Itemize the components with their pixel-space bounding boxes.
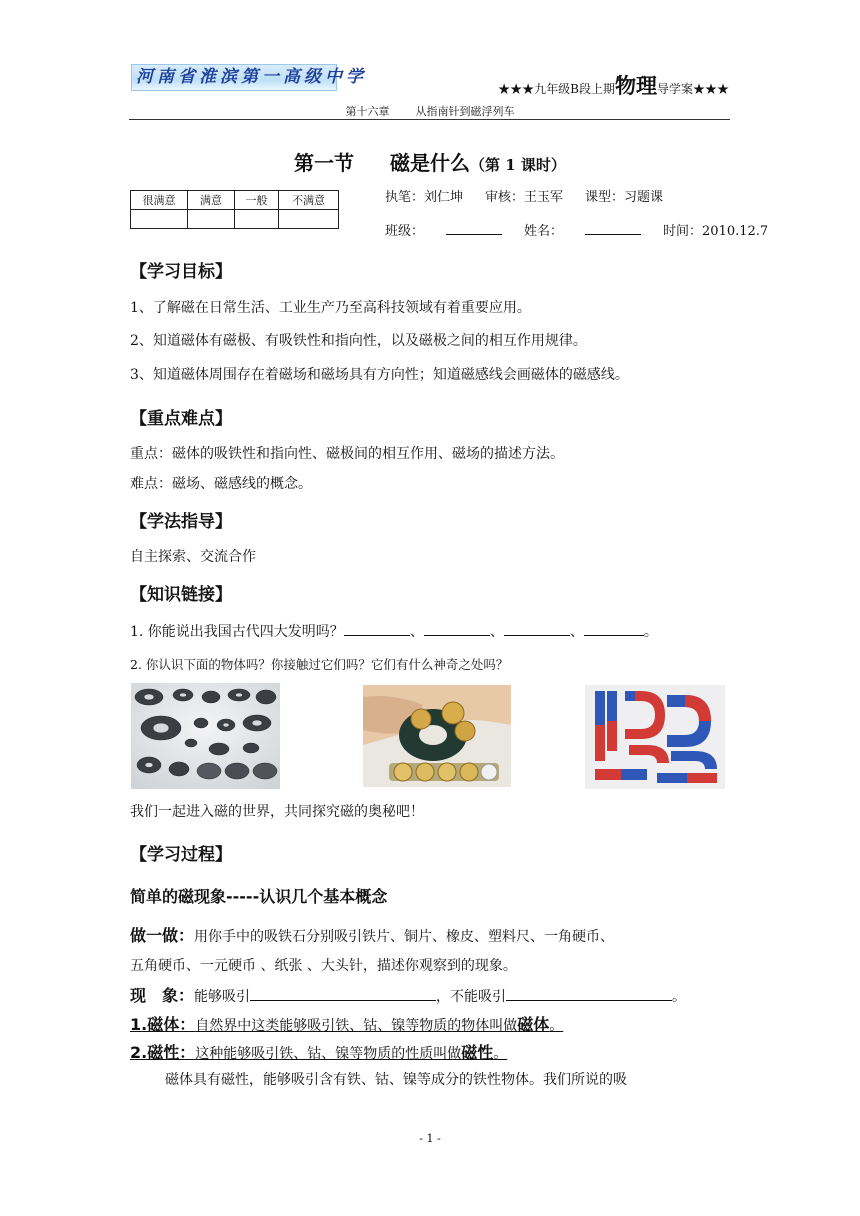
definition-magnet: 1.磁体：自然界中这类能够吸引铁、钴、镍等物质的物体叫做磁体。 — [130, 1015, 564, 1034]
ring-magnets-image — [131, 683, 280, 789]
horseshoe-magnets-image — [585, 685, 725, 789]
def1-term: 磁体 — [517, 1015, 550, 1034]
do-it-line — [130, 923, 614, 946]
phenomenon-label: 现 象： — [130, 986, 195, 1005]
meta-author: 执笔：刘仁坤 — [385, 190, 464, 205]
header-subject-line — [498, 70, 729, 100]
meta-reviewer: 审核：王玉军 — [485, 190, 564, 205]
links-closing: 我们一起进入磁的世界，共同探究磁的奥秘吧！ — [130, 804, 424, 820]
process-heading: 【学习过程】 — [130, 845, 232, 865]
answer-blank[interactable] — [344, 621, 410, 636]
rating-check-row — [131, 210, 339, 229]
rating-table — [130, 190, 339, 229]
title-period: （第 1 课时） — [470, 156, 566, 174]
can-attract-blank[interactable] — [250, 986, 436, 1001]
meta-row-2 — [385, 220, 768, 239]
answer-blank[interactable] — [424, 621, 490, 636]
page-title — [0, 147, 860, 176]
title-section: 第一节 — [294, 151, 355, 175]
header-divider — [129, 119, 730, 120]
answer-blank[interactable] — [504, 621, 570, 636]
rating-cell[interactable] — [235, 210, 279, 229]
key-point: 重点：磁体的吸铁性和指向性、磁极间的相互作用、磁场的描述方法。 — [130, 446, 564, 462]
meta-row-1 — [385, 186, 663, 205]
method-text: 自主探索、交流合作 — [130, 549, 256, 565]
coins-on-magnet-image — [363, 685, 511, 787]
difficult-point: 难点：磁场、磁感线的概念。 — [130, 476, 312, 492]
page-number: - 1 - — [419, 1132, 441, 1145]
name-blank[interactable] — [585, 220, 641, 235]
def1-label: 1.磁体： — [130, 1015, 196, 1034]
rating-cell[interactable] — [279, 210, 339, 229]
rating-satisfied: 满意 — [188, 191, 235, 210]
rating-header-row — [131, 191, 339, 210]
def2-label: 2.磁性： — [130, 1043, 196, 1062]
goal-item: 2、知道磁体有磁极、有吸铁性和指向性，以及磁极之间的相互作用规律。 — [130, 333, 587, 349]
rating-unsatisfied: 不满意 — [279, 191, 339, 210]
process-subheading: 简单的磁现象-----认识几个基本概念 — [130, 887, 388, 906]
do-it-text: 用你手中的吸铁石分别吸引铁片、铜片、橡皮、塑料尺、一角硬币、 — [194, 929, 615, 945]
header-subject: 物理 — [614, 73, 657, 98]
rating-cell[interactable] — [131, 210, 188, 229]
header-suffix: 导学案★★★ — [656, 82, 729, 96]
do-it-line-2: 五角硬币、一元硬币 、纸张 、大头针，描述你观察到的现象。 — [130, 958, 517, 974]
meta-name: 姓名： — [524, 224, 641, 239]
title-name: 磁是什么 — [390, 151, 471, 175]
answer-blank[interactable] — [584, 621, 644, 636]
chapter-line — [0, 103, 860, 119]
goal-item: 3、知道磁体周围存在着磁场和磁场具有方向性；知道磁感线会画磁体的磁感线。 — [130, 367, 629, 383]
rating-average: 一般 — [235, 191, 279, 210]
process-paragraph: 磁体具有磁性，能够吸引含有铁、钴、镍等成分的铁性物体。我们所说的吸 — [165, 1072, 627, 1088]
method-heading: 【学法指导】 — [130, 512, 232, 532]
meta-class: 班级： — [385, 224, 502, 239]
goals-heading: 【学习目标】 — [130, 262, 232, 282]
goal-item: 1、了解磁在日常生活、工业生产乃至高科技领域有着重要应用。 — [130, 300, 531, 316]
definition-magnetism: 2.磁性：这种能够吸引铁、钴、镍等物质的性质叫做磁性。 — [130, 1043, 508, 1062]
class-blank[interactable] — [446, 220, 502, 235]
rating-very-satisfied: 很满意 — [131, 191, 188, 210]
def2-term: 磁性 — [461, 1043, 494, 1062]
phenomenon-line: 现 象：能够吸引 ，不能吸引 。 — [130, 986, 687, 1005]
cannot-attract-blank[interactable] — [506, 986, 672, 1001]
links-question-2: 2. 你认识下面的物体吗？你接触过它们吗？它们有什么神奇之处吗？ — [130, 657, 509, 672]
rating-cell[interactable] — [188, 210, 235, 229]
chapter-number: 第十六章 — [345, 105, 390, 118]
meta-lesson-type: 课型：习题课 — [585, 190, 664, 205]
header-prefix: ★★★九年级B段上期 — [498, 82, 615, 96]
do-it-label: 做一做： — [130, 926, 195, 945]
links-question-1: 1. 你能说出我国古代四大发明吗？ 、 、 、 。 — [130, 621, 658, 641]
meta-time: 时间：2010.12.7 — [663, 224, 769, 239]
keypoints-heading: 【重点难点】 — [130, 409, 232, 429]
links-heading: 【知识链接】 — [130, 585, 232, 605]
chapter-title: 从指南针到磁浮列车 — [415, 105, 515, 118]
school-logo: 河南省淮滨第一高级中学 — [131, 64, 337, 91]
